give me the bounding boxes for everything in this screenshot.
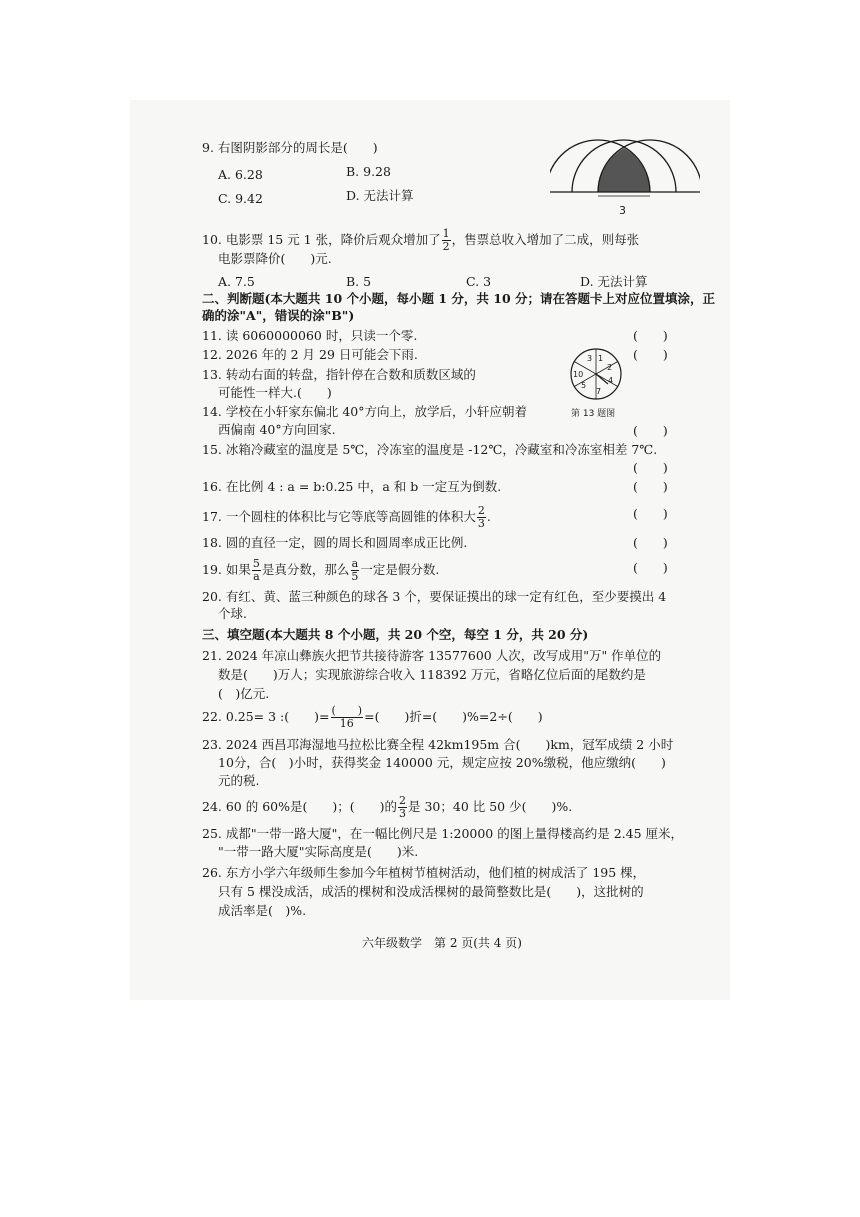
question-18: 18. 圆的直径一定，圆的周长和圆周率成正比例. [202, 535, 468, 550]
question-17: 17. 一个圆柱的体积比与它等底等高圆锥的体积大 $\frac{2}{3}$ . [202, 504, 491, 530]
question-10-option-d: D. 无法计算 [580, 274, 648, 289]
question-9-figure-label: 3 [619, 204, 626, 217]
question-26-line-3: 成活率是( )%. [218, 903, 307, 918]
question-24: 24. 60 的 60%是( )；( )的 $\frac{2}{3}$ 是 30；40 比 50 少( )%. [202, 794, 573, 820]
answer-paren-17: ( ) [633, 506, 668, 521]
spinner-number-2: 2 [607, 363, 613, 372]
answer-paren-12: ( ) [633, 347, 668, 362]
question-9-option-d: D. 无法计算 [346, 188, 414, 203]
section-2-header-line-2: 确的涂"A"，错误的涂"B") [202, 308, 355, 323]
question-25-line-2: "一带一路大厦"实际高度是( )米. [218, 844, 419, 859]
question-10-option-c: C. 3 [466, 274, 492, 289]
question-21-line-2: 数是( )万人；实现旅游综合收入 118392 万元，省略亿位后面的尾数约是 [218, 667, 646, 682]
section-3-header: 三、填空题(本大题共 8 个小题，共 20 个空，每空 1 分，共 20 分) [202, 627, 589, 642]
question-21-line-1: 21. 2024 年凉山彝族火把节共接待游客 13577600 人次，改写成用"万" 作单位的 [202, 648, 662, 663]
question-25-line-1: 25. 成都"一带一路大厦"，在一幅比例尺是 1:20000 的图上量得楼高约是 2.45 厘米， [202, 826, 684, 841]
spinner-number-10: 10 [573, 370, 584, 379]
spinner-number-7: 7 [596, 387, 602, 396]
page-footer: 六年级数学 第 2 页(共 4 页) [362, 936, 522, 950]
question-21-line-3: ( )亿元. [218, 686, 270, 701]
question-9-option-c: C. 9.42 [218, 191, 263, 206]
answer-paren-18: ( ) [633, 535, 668, 550]
spinner-number-4: 4 [608, 376, 614, 385]
answer-paren-14: ( ) [633, 423, 668, 438]
answer-paren-16: ( ) [633, 479, 668, 494]
answer-paren-15: ( ) [633, 460, 668, 475]
question-13-line-1: 13. 转动右面的转盘，指针停在合数和质数区域的 [202, 367, 476, 382]
spinner-number-3: 3 [587, 354, 593, 363]
question-20-line-1: 20. 有红、黄、蓝三种颜色的球各 3 个，要保证摸出的球一定有红色，至少要摸出 4 [202, 589, 667, 604]
question-26-line-2: 只有 5 棵没成活，成活的棵树和没成活棵树的最简整数比是( )，这批树的 [218, 884, 644, 899]
question-19: 19. 如果 $\frac{5}{a}$ 是真分数，那么 $\frac{a}{5}$ 一定是假分数. [202, 557, 440, 583]
question-14-line-1: 14. 学校在小轩家东偏北 40°方向上，放学后，小轩应朝着 [202, 404, 527, 419]
question-23-line-3: 元的税. [218, 773, 260, 788]
question-12: 12. 2026 年的 2 月 29 日可能会下雨. [202, 347, 418, 362]
question-15: 15. 冰箱冷藏室的温度是 5℃，冷冻室的温度是 -12℃，冷藏室和冷冻室相差 7℃. [202, 442, 658, 457]
spinner-number-1: 1 [598, 354, 604, 363]
spinner-figure [568, 346, 624, 422]
question-16: 16. 在比例 4 : a = b:0.25 中，a 和 b 一定互为倒数. [202, 479, 502, 494]
question-26-line-1: 26. 东方小学六年级师生参加今年植树节植树活动，他们植的树成活了 195 棵， [202, 865, 646, 880]
question-10-option-b: B. 5 [346, 274, 372, 289]
question-23-line-2: 10分，合( )小时，获得奖金 140000 元，规定应按 20%缴税，他应缴纳( ) [218, 755, 666, 770]
section-2-header-line-1: 二、判断题(本大题共 10 个小题，每小题 1 分，共 10 分；请在答题卡上对应位置填涂，正 [202, 291, 716, 306]
question-23-line-1: 23. 2024 西昌邛海湿地马拉松比赛全程 42km195m 合( )km，冠军成绩 2 小时 [202, 737, 674, 752]
question-10-line-2: 电影票降价( )元. [218, 251, 332, 266]
question-9-figure [550, 132, 700, 222]
spinner-caption: 第 13 题图 [571, 409, 616, 419]
spinner-number-5: 5 [581, 381, 587, 390]
question-10-option-a: A. 7.5 [218, 274, 255, 289]
question-22: 22. 0.25= 3 :( )= $\frac{( )}{16}$ =( )折=( )%=2÷( ) [202, 704, 543, 730]
answer-paren-19: ( ) [633, 560, 668, 575]
question-14-line-2: 西偏南 40°方向回家. [218, 422, 336, 437]
answer-paren-11: ( ) [633, 328, 668, 343]
question-10-line-1: 10. 电影票 15 元 1 张，降价后观众增加了 $\frac{1}{2}$ ，售票总收入增加了二成，则每张 [202, 227, 640, 253]
question-13-line-2: 可能性一样大.( ) [218, 385, 332, 400]
question-9-option-b: B. 9.28 [346, 164, 391, 179]
question-20-line-2: 个球. [218, 606, 247, 621]
question-9-stem: 9. 右图阴影部分的周长是( ) [202, 140, 378, 155]
question-9-option-a: A. 6.28 [218, 167, 263, 182]
question-11: 11. 读 6060000060 时，只读一个零. [202, 328, 418, 343]
